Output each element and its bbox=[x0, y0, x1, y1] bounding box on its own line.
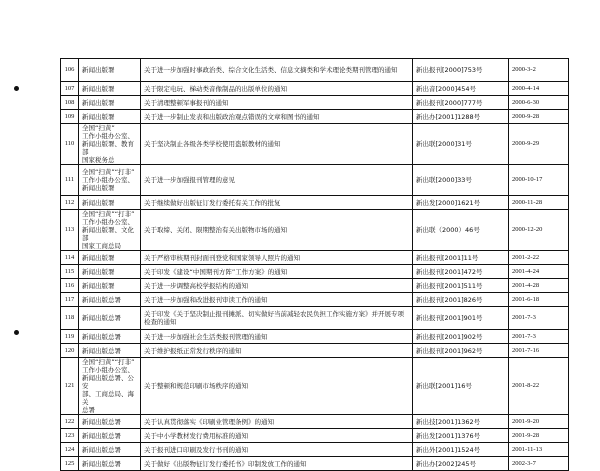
issuing-authority: 新闻出版总署 bbox=[79, 293, 141, 307]
regulations-table bbox=[60, 58, 569, 471]
row-number: 124 bbox=[61, 443, 79, 457]
document-number: 新出发[2001]1376号 bbox=[413, 429, 509, 443]
issue-date: 2000-11-28 bbox=[509, 196, 569, 210]
row-number: 109 bbox=[61, 110, 79, 124]
issue-date: 2001-2-22 bbox=[509, 251, 569, 265]
table-row bbox=[61, 251, 569, 265]
issuing-authority: 新闻出版总署 bbox=[79, 344, 141, 358]
table-row bbox=[61, 196, 569, 210]
issuing-authority: 新闻出版署 bbox=[79, 196, 141, 210]
document-title: 关于进一步制止发表和出版政治观点错误的文章和图书的通知 bbox=[141, 110, 413, 124]
issuing-authority: 全国“扫黄”“打非” 工作小组办公室、 新闻出版总署、公安 部、工商总局、海关 总署 bbox=[79, 358, 141, 415]
document-number: 新出报刊[2001]902号 bbox=[413, 330, 509, 344]
row-number: 118 bbox=[61, 307, 79, 330]
document-number: 新出报刊[2001]11号 bbox=[413, 251, 509, 265]
issuing-authority: 新闻出版署 bbox=[79, 251, 141, 265]
document-number: 新出联[2001]16号 bbox=[413, 358, 509, 415]
table-row bbox=[61, 110, 569, 124]
row-number: 123 bbox=[61, 429, 79, 443]
issuing-authority: 新闻出版总署 bbox=[79, 429, 141, 443]
binder-hole-mark bbox=[14, 86, 19, 91]
row-number: 108 bbox=[61, 96, 79, 110]
table-row bbox=[61, 82, 569, 96]
issuing-authority: 新闻出版署 bbox=[79, 96, 141, 110]
document-number: 新出办[2001]1288号 bbox=[413, 110, 509, 124]
issue-date: 2001-7-16 bbox=[509, 344, 569, 358]
issuing-authority: 新闻出版总署 bbox=[79, 415, 141, 429]
document-title: 关于进一步加强和改进报刊审读工作的通知 bbox=[141, 293, 413, 307]
issuing-authority: 新闻出版总署 bbox=[79, 457, 141, 471]
issuing-authority: 全国“扫黄” 工作小组办公室、 新闻出版署、教育部 国家税务总 bbox=[79, 124, 141, 165]
table-row bbox=[61, 307, 569, 330]
table-row bbox=[61, 358, 569, 415]
issue-date: 2000-9-28 bbox=[509, 110, 569, 124]
document-title: 关于认真贯彻落实《印刷业管理条例》的通知 bbox=[141, 415, 413, 429]
row-number: 115 bbox=[61, 265, 79, 279]
table-row bbox=[61, 124, 569, 165]
row-number: 117 bbox=[61, 293, 79, 307]
document-number: 新出联（2000）46号 bbox=[413, 210, 509, 251]
issuing-authority: 新闻出版署 bbox=[79, 279, 141, 293]
document-number: 新出报刊[2001]472号 bbox=[413, 265, 509, 279]
row-number: 106 bbox=[61, 59, 79, 82]
document-title: 关于限定电玩、梯动类音像制品的出版单位的通知 bbox=[141, 82, 413, 96]
document-title: 关于严格审核期刊封面刊登党和国家领导人照片的通知 bbox=[141, 251, 413, 265]
document-number: 新出办[2002]245号 bbox=[413, 457, 509, 471]
document-number: 新出报刊[2000]777号 bbox=[413, 96, 509, 110]
issue-date: 2001-4-28 bbox=[509, 279, 569, 293]
table-row bbox=[61, 443, 569, 457]
table-row bbox=[61, 293, 569, 307]
issue-date: 2000-9-29 bbox=[509, 124, 569, 165]
table-row bbox=[61, 59, 569, 82]
document-number: 新出技[2001]1362号 bbox=[413, 415, 509, 429]
document-title: 关于进一步加强时事政治类、综合文化生活类、信息文摘类和学术理论类期刊管理的通知 bbox=[141, 59, 413, 82]
issue-date: 2000-4-14 bbox=[509, 82, 569, 96]
issuing-authority: 全国“扫黄”“打非” 工作小组办公室、 新闻出版署 bbox=[79, 165, 141, 196]
issue-date: 2000-12-20 bbox=[509, 210, 569, 251]
issue-date: 2001-9-20 bbox=[509, 415, 569, 429]
table-row bbox=[61, 265, 569, 279]
issue-date: 2001-8-22 bbox=[509, 358, 569, 415]
document-title: 关于进一步加强报刊管理的意见 bbox=[141, 165, 413, 196]
row-number: 107 bbox=[61, 82, 79, 96]
row-number: 122 bbox=[61, 415, 79, 429]
row-number: 114 bbox=[61, 251, 79, 265]
issue-date: 2001-7-3 bbox=[509, 330, 569, 344]
document-number: 新出报刊[2001]901号 bbox=[413, 307, 509, 330]
issuing-authority: 新闻出版署 bbox=[79, 82, 141, 96]
row-number: 116 bbox=[61, 279, 79, 293]
table-row bbox=[61, 344, 569, 358]
document-number: 新出联[2000]31号 bbox=[413, 124, 509, 165]
issuing-authority: 新闻出版署 bbox=[79, 265, 141, 279]
issuing-authority: 新闻出版总署 bbox=[79, 443, 141, 457]
document-title: 关于整顿和规范印刷市场秩序的通知 bbox=[141, 358, 413, 415]
document-title: 关于清理整顿军事报刊的通知 bbox=[141, 96, 413, 110]
document-title: 关于维护报纸正常发行秩序的通知 bbox=[141, 344, 413, 358]
document-number: 新出报刊[2001]962号 bbox=[413, 344, 509, 358]
document-number: 新出发[2000]1621号 bbox=[413, 196, 509, 210]
document-number: 新出联[2000]33号 bbox=[413, 165, 509, 196]
document-title: 关于印发《建设“中国期刊方阵”工作方案》的通知 bbox=[141, 265, 413, 279]
table-row bbox=[61, 96, 569, 110]
binder-hole-mark bbox=[14, 330, 19, 335]
issue-date: 2001-7-3 bbox=[509, 307, 569, 330]
document-title: 关于取缔、关闭、限期整治有关出版物市场的通知 bbox=[141, 210, 413, 251]
document-title: 关于中小学教材发行费用标准的通知 bbox=[141, 429, 413, 443]
issue-date: 2000-10-17 bbox=[509, 165, 569, 196]
table-row bbox=[61, 210, 569, 251]
document-number: 新出报刊[2001]511号 bbox=[413, 279, 509, 293]
document-title: 关于继续做好出版征订发行委托有关工作的批复 bbox=[141, 196, 413, 210]
row-number: 113 bbox=[61, 210, 79, 251]
row-number: 110 bbox=[61, 124, 79, 165]
issue-date: 2001-6-18 bbox=[509, 293, 569, 307]
document-title: 关于坚决制止各级各类学校使用盗版教材的通知 bbox=[141, 124, 413, 165]
row-number: 119 bbox=[61, 330, 79, 344]
issuing-authority: 新闻出版署 bbox=[79, 59, 141, 82]
issue-date: 2000-6-30 bbox=[509, 96, 569, 110]
issuing-authority: 新闻出版总署 bbox=[79, 307, 141, 330]
document-number: 新出音[2000]454号 bbox=[413, 82, 509, 96]
document-number: 新出报刊[2000]753号 bbox=[413, 59, 509, 82]
issue-date: 2000-3-2 bbox=[509, 59, 569, 82]
table-row bbox=[61, 429, 569, 443]
issue-date: 2001-4-24 bbox=[509, 265, 569, 279]
document-title: 关于进一步加强社会生活类报刊管理的通知 bbox=[141, 330, 413, 344]
row-number: 125 bbox=[61, 457, 79, 471]
issuing-authority: 全国“扫黄”“打非” 工作小组办公室、 新闻出版署、文化部 国家工商总局 bbox=[79, 210, 141, 251]
table-row bbox=[61, 165, 569, 196]
row-number: 111 bbox=[61, 165, 79, 196]
issue-date: 2002-3-7 bbox=[509, 457, 569, 471]
document-title: 关于印发《关于坚决制止报刊摊派、切实做好当前减轻农民负担工作实施方案》并开展专项检查的通知 bbox=[141, 307, 413, 330]
table-row bbox=[61, 279, 569, 293]
issuing-authority: 新闻出版总署 bbox=[79, 330, 141, 344]
document-number: 新出外[2001]1524号 bbox=[413, 443, 509, 457]
issuing-authority: 新闻出版署 bbox=[79, 110, 141, 124]
issue-date: 2001-11-13 bbox=[509, 443, 569, 457]
row-number: 120 bbox=[61, 344, 79, 358]
table-row bbox=[61, 415, 569, 429]
document-title: 关于报刊进口印刷及发行书刊的通知 bbox=[141, 443, 413, 457]
issue-date: 2001-9-28 bbox=[509, 429, 569, 443]
table-row bbox=[61, 457, 569, 471]
document-number: 新出报刊[2001]826号 bbox=[413, 293, 509, 307]
row-number: 121 bbox=[61, 358, 79, 415]
document-title: 关于进一步调整高校学报结构的通知 bbox=[141, 279, 413, 293]
row-number: 112 bbox=[61, 196, 79, 210]
document-title: 关于做好《出版物征订发行委托书》印制发放工作的通知 bbox=[141, 457, 413, 471]
table-row bbox=[61, 330, 569, 344]
